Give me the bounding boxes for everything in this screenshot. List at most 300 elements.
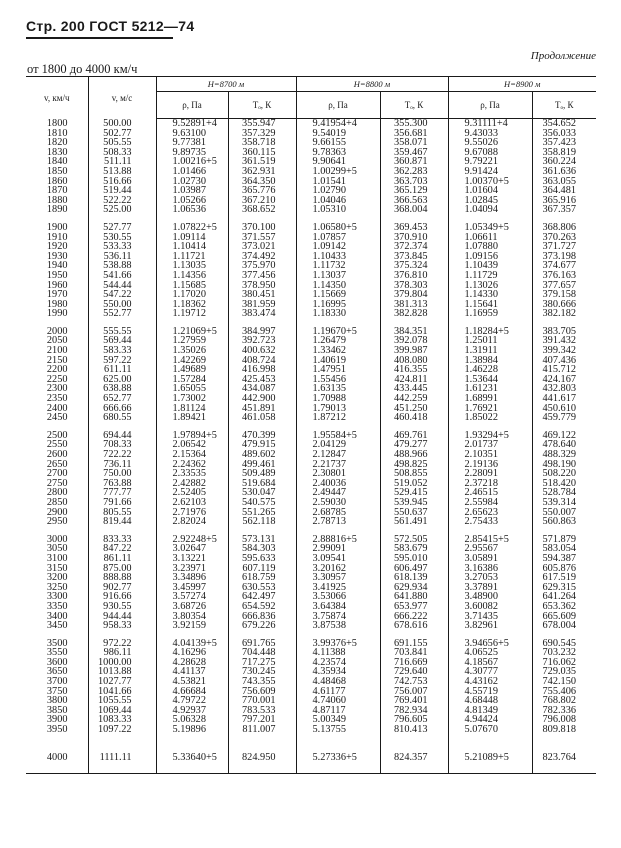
cell-pressure-8700: 1.21069+5: [156, 327, 228, 337]
col-header-pressure: ρ, Па: [296, 92, 380, 119]
cell-v-ms: 555.55: [88, 327, 156, 337]
table-row: [26, 621, 596, 631]
cell-temp-8800: 782.934: [380, 706, 448, 716]
cell-pressure-8700: 4.79722: [156, 696, 228, 706]
cell-temp-8800: 561.491: [380, 517, 448, 527]
cell-temp-8900: 594.387: [532, 554, 596, 564]
cell-v-ms: 902.77: [88, 583, 156, 593]
cell-temp-8900: 368.806: [532, 223, 596, 233]
cell-v-kmh: 2350: [46, 393, 68, 405]
cell-temp-8700: 618.759: [228, 573, 296, 583]
atmosphere-table: [26, 76, 596, 774]
cell-temp-8700: 730.245: [228, 667, 296, 677]
cell-pressure-8900: 1.68991: [448, 394, 532, 404]
cell-pressure-8700: 1.27959: [156, 336, 228, 346]
cell-temp-8800: 376.810: [380, 271, 448, 281]
cell-temp-8700: 479.915: [228, 440, 296, 450]
continuation-label: Продолжение: [530, 50, 596, 62]
cell-pressure-8700: 4.53821: [156, 677, 228, 687]
cell-v-ms: 505.55: [88, 138, 156, 148]
cell-temp-8800: 379.804: [380, 290, 448, 300]
cell-pressure-8900: 2.55984: [448, 498, 532, 508]
cell-pressure-8700: 2.71976: [156, 508, 228, 518]
cell-temp-8900: 469.122: [532, 431, 596, 441]
cell-temp-8900: 629.315: [532, 583, 596, 593]
cell-pressure-8700: 4.16296: [156, 648, 228, 658]
cell-temp-8800: 703.841: [380, 648, 448, 658]
cell-pressure-8800: 1.55456: [296, 375, 380, 385]
cell-v-kmh: 1930: [46, 250, 68, 262]
cell-v-kmh: 1970: [46, 289, 68, 301]
cell-v-kmh: 1960: [46, 279, 68, 291]
cell-temp-8700: 392.723: [228, 336, 296, 346]
cell-temp-8800: 392.078: [380, 336, 448, 346]
table-row: [26, 743, 596, 774]
cell-temp-8900: 459.779: [532, 413, 596, 423]
cell-v-kmh: 2100: [46, 345, 68, 357]
cell-v-ms: 530.55: [88, 233, 156, 243]
cell-pressure-8900: 1.00370+5: [448, 177, 532, 187]
cell-pressure-8900: 3.37891: [448, 583, 532, 593]
cell-v-ms: 552.77: [88, 309, 156, 319]
cell-temp-8700: 470.399: [228, 431, 296, 441]
cell-v-kmh: 2550: [46, 439, 68, 451]
cell-temp-8700: 367.210: [228, 196, 296, 206]
cell-v-ms: 819.44: [88, 517, 156, 527]
cell-v-ms: 930.55: [88, 602, 156, 612]
cell-temp-8700: 797.201: [228, 715, 296, 725]
cell-v-ms: 544.44: [88, 281, 156, 291]
cell-v-ms: 536.11: [88, 252, 156, 262]
cell-pressure-8900: 4.68448: [448, 696, 532, 706]
table-row: [26, 413, 596, 423]
table-row: [26, 517, 596, 527]
cell-temp-8700: 540.575: [228, 498, 296, 508]
cell-v-kmh: 2150: [46, 354, 68, 366]
cell-pressure-8800: 1.10433: [296, 252, 380, 262]
cell-v-kmh: 2300: [46, 383, 68, 395]
cell-temp-8800: 416.355: [380, 365, 448, 375]
cell-temp-8700: 416.998: [228, 365, 296, 375]
col-header-v-kmh: v, км/ч: [26, 77, 88, 119]
cell-pressure-8700: 5.19896: [156, 725, 228, 735]
cell-pressure-8900: 2.19136: [448, 460, 532, 470]
cell-v-kmh: 3950: [46, 724, 68, 736]
cell-pressure-8800: 1.06580+5: [296, 223, 380, 233]
cell-pressure-8800: 1.13037: [296, 271, 380, 281]
cell-v-ms: 916.66: [88, 592, 156, 602]
cell-v-kmh: 3600: [46, 656, 68, 668]
cell-pressure-8800: 9.66155: [296, 138, 380, 148]
cell-temp-8900: 354.652: [532, 119, 596, 129]
cell-v-kmh: 2900: [46, 506, 68, 518]
cell-temp-8900: 363.055: [532, 177, 596, 187]
cell-pressure-8700: 2.33535: [156, 469, 228, 479]
cell-v-kmh: 3900: [46, 714, 68, 726]
cell-pressure-8900: 1.38984: [448, 356, 532, 366]
cell-temp-8800: 742.753: [380, 677, 448, 687]
cell-pressure-8800: 9.54019: [296, 129, 380, 139]
cell-temp-8900: 367.357: [532, 205, 596, 215]
cell-temp-8700: 362.931: [228, 167, 296, 177]
cell-v-ms: 597.22: [88, 356, 156, 366]
cell-pressure-8700: 3.92159: [156, 621, 228, 631]
cell-temp-8700: 783.533: [228, 706, 296, 716]
cell-temp-8700: 425.453: [228, 375, 296, 385]
cell-pressure-8800: 3.64384: [296, 602, 380, 612]
cell-temp-8900: 678.004: [532, 621, 596, 631]
cell-temp-8800: 365.129: [380, 186, 448, 196]
cell-temp-8900: 703.232: [532, 648, 596, 658]
cell-pressure-8900: 3.82961: [448, 621, 532, 631]
cell-temp-8700: 595.633: [228, 554, 296, 564]
cell-v-kmh: 3400: [46, 610, 68, 622]
cell-pressure-8800: 1.63135: [296, 384, 380, 394]
cell-v-ms: 722.22: [88, 450, 156, 460]
cell-pressure-8700: 1.65055: [156, 384, 228, 394]
cell-v-ms: 944.44: [88, 612, 156, 622]
cell-temp-8700: 442.900: [228, 394, 296, 404]
cell-v-ms: 736.11: [88, 460, 156, 470]
cell-pressure-8800: 4.48468: [296, 677, 380, 687]
cell-v-kmh: 3200: [46, 572, 68, 584]
cell-temp-8900: 488.329: [532, 450, 596, 460]
cell-temp-8900: 539.314: [532, 498, 596, 508]
cell-v-ms: 527.77: [88, 223, 156, 233]
cell-v-ms: 511.11: [88, 157, 156, 167]
cell-v-kmh: 1890: [46, 204, 68, 216]
cell-pressure-8900: 4.43162: [448, 677, 532, 687]
cell-temp-8800: 824.357: [380, 743, 448, 774]
cell-v-ms: 500.00: [88, 119, 156, 129]
cell-v-ms: 1000.00: [88, 658, 156, 668]
cell-temp-8700: 451.891: [228, 404, 296, 414]
cell-pressure-8800: 1.79013: [296, 404, 380, 414]
cell-pressure-8700: 4.04139+5: [156, 639, 228, 649]
cell-temp-8700: 509.489: [228, 469, 296, 479]
cell-temp-8800: 372.374: [380, 242, 448, 252]
cell-v-ms: 861.11: [88, 554, 156, 564]
cell-temp-8900: 782.336: [532, 706, 596, 716]
cell-v-kmh: 2000: [46, 325, 68, 337]
cell-temp-8800: 451.250: [380, 404, 448, 414]
cell-pressure-8800: 2.88816+5: [296, 535, 380, 545]
cell-v-kmh: 1850: [46, 165, 68, 177]
cell-v-ms: 888.88: [88, 573, 156, 583]
cell-temp-8800: 375.324: [380, 261, 448, 271]
cell-temp-8800: 356.681: [380, 129, 448, 139]
cell-pressure-8700: 1.73002: [156, 394, 228, 404]
cell-pressure-8900: 1.02845: [448, 196, 532, 206]
table-row: [26, 205, 596, 215]
page-header: Стр. 200 ГОСТ 5212—74: [26, 18, 195, 34]
cell-temp-8900: 583.054: [532, 544, 596, 554]
cell-pressure-8900: 3.94656+5: [448, 639, 532, 649]
cell-v-kmh: 2450: [46, 412, 68, 424]
cell-temp-8900: 432.803: [532, 384, 596, 394]
cell-temp-8700: 519.684: [228, 479, 296, 489]
cell-temp-8800: 362.283: [380, 167, 448, 177]
cell-temp-8700: 364.350: [228, 177, 296, 187]
cell-v-kmh: 3300: [46, 591, 68, 603]
cell-v-ms: 519.44: [88, 186, 156, 196]
cell-temp-8800: 583.679: [380, 544, 448, 554]
cell-pressure-8900: 3.16386: [448, 564, 532, 574]
cell-pressure-8800: 9.78363: [296, 148, 380, 158]
cell-pressure-8700: 1.13035: [156, 261, 228, 271]
cell-v-kmh: 1820: [46, 137, 68, 149]
cell-pressure-8900: 1.18284+5: [448, 327, 532, 337]
cell-temp-8700: 691.765: [228, 639, 296, 649]
cell-pressure-8900: 2.65623: [448, 508, 532, 518]
cell-v-kmh: 3050: [46, 543, 68, 555]
cell-v-ms: 522.22: [88, 196, 156, 206]
cell-pressure-8800: 1.15669: [296, 290, 380, 300]
cell-pressure-8900: 4.94424: [448, 715, 532, 725]
cell-pressure-8800: 2.40036: [296, 479, 380, 489]
cell-v-kmh: 2650: [46, 458, 68, 470]
cell-pressure-8800: 1.87212: [296, 413, 380, 423]
cell-temp-8900: 371.727: [532, 242, 596, 252]
cell-temp-8900: 424.167: [532, 375, 596, 385]
cell-temp-8800: 382.828: [380, 309, 448, 319]
cell-pressure-8800: 2.59030: [296, 498, 380, 508]
col-header-temperature: Tₒ, К: [228, 92, 296, 119]
cell-v-kmh: 1860: [46, 175, 68, 187]
cell-pressure-8700: 2.15364: [156, 450, 228, 460]
cell-v-kmh: 1830: [46, 146, 68, 158]
cell-v-kmh: 1950: [46, 269, 68, 281]
cell-temp-8800: 519.052: [380, 479, 448, 489]
cell-pressure-8800: 2.12847: [296, 450, 380, 460]
cell-pressure-8700: 9.52891+4: [156, 119, 228, 129]
cell-temp-8700: 743.355: [228, 677, 296, 687]
cell-pressure-8800: 2.04129: [296, 440, 380, 450]
cell-temp-8800: 368.004: [380, 205, 448, 215]
cell-temp-8900: 407.436: [532, 356, 596, 366]
cell-temp-8700: 360.115: [228, 148, 296, 158]
cell-pressure-8700: 1.89421: [156, 413, 228, 423]
cell-temp-8900: 665.609: [532, 612, 596, 622]
cell-pressure-8900: 5.07670: [448, 725, 532, 735]
cell-pressure-8800: 4.11388: [296, 648, 380, 658]
cell-pressure-8800: 1.09142: [296, 242, 380, 252]
cell-pressure-8700: 2.06542: [156, 440, 228, 450]
cell-temp-8700: 408.724: [228, 356, 296, 366]
table-row: [26, 309, 596, 319]
cell-v-kmh: 3250: [46, 581, 68, 593]
cell-temp-8700: 573.131: [228, 535, 296, 545]
cell-pressure-8900: 9.43033: [448, 129, 532, 139]
cell-v-kmh: 1920: [46, 241, 68, 253]
cell-temp-8900: 560.863: [532, 517, 596, 527]
cell-pressure-8700: 3.45997: [156, 583, 228, 593]
cell-pressure-8800: 1.18330: [296, 309, 380, 319]
cell-temp-8800: 595.010: [380, 554, 448, 564]
cell-temp-8700: 530.047: [228, 488, 296, 498]
cell-pressure-8900: 9.31111+4: [448, 119, 532, 129]
cell-v-ms: 986.11: [88, 648, 156, 658]
cell-v-kmh: 2500: [46, 429, 68, 441]
cell-temp-8700: 373.021: [228, 242, 296, 252]
cell-pressure-8700: 4.66684: [156, 687, 228, 697]
cell-temp-8700: 375.970: [228, 261, 296, 271]
cell-temp-8800: 529.415: [380, 488, 448, 498]
cell-temp-8800: 370.910: [380, 233, 448, 243]
cell-pressure-8900: 9.79221: [448, 157, 532, 167]
cell-v-kmh: 4000: [26, 743, 88, 774]
cell-temp-8900: 809.818: [532, 725, 596, 735]
cell-pressure-8900: 2.46515: [448, 488, 532, 498]
cell-pressure-8700: 2.24362: [156, 460, 228, 470]
cell-pressure-8800: 1.00299+5: [296, 167, 380, 177]
cell-pressure-8800: 3.75874: [296, 612, 380, 622]
cell-temp-8900: 653.362: [532, 602, 596, 612]
cell-pressure-8700: 2.42882: [156, 479, 228, 489]
cell-pressure-8900: 2.28091: [448, 469, 532, 479]
cell-pressure-8700: 1.03987: [156, 186, 228, 196]
cell-pressure-8800: 4.87117: [296, 706, 380, 716]
cell-temp-8700: 679.226: [228, 621, 296, 631]
cell-v-ms: 805.55: [88, 508, 156, 518]
cell-temp-8800: 716.669: [380, 658, 448, 668]
cell-temp-8700: 704.448: [228, 648, 296, 658]
cell-v-ms: 750.00: [88, 469, 156, 479]
cell-temp-8800: 539.945: [380, 498, 448, 508]
cell-pressure-8900: 1.16959: [448, 309, 532, 319]
cell-temp-8800: 678.616: [380, 621, 448, 631]
cell-temp-8800: 488.966: [380, 450, 448, 460]
cell-temp-8800: 358.071: [380, 138, 448, 148]
cell-pressure-8900: 4.81349: [448, 706, 532, 716]
cell-v-ms: 502.77: [88, 129, 156, 139]
cell-pressure-8800: 5.13755: [296, 725, 380, 735]
cell-temp-8900: 690.545: [532, 639, 596, 649]
cell-temp-8800: 381.313: [380, 300, 448, 310]
cell-pressure-8700: 2.62103: [156, 498, 228, 508]
cell-temp-8900: 365.916: [532, 196, 596, 206]
cell-temp-8700: 377.456: [228, 271, 296, 281]
cell-pressure-8800: 1.01541: [296, 177, 380, 187]
cell-temp-8900: 508.220: [532, 469, 596, 479]
cell-v-ms: 625.00: [88, 375, 156, 385]
cell-temp-8700: 461.058: [228, 413, 296, 423]
col-header-v-ms: v, м/с: [88, 77, 156, 119]
cell-pressure-8700: 5.33640+5: [156, 743, 228, 774]
cell-pressure-8700: 3.80354: [156, 612, 228, 622]
cell-pressure-8900: 4.55719: [448, 687, 532, 697]
group-header-8900: H=8900 м: [448, 77, 596, 92]
cell-v-kmh: 3000: [46, 533, 68, 545]
cell-v-kmh: 1980: [46, 298, 68, 310]
cell-pressure-8700: 9.77381: [156, 138, 228, 148]
cell-pressure-8800: 1.26479: [296, 336, 380, 346]
cell-temp-8700: 562.118: [228, 517, 296, 527]
cell-pressure-8800: 2.99091: [296, 544, 380, 554]
cell-pressure-8800: 9.41954+4: [296, 119, 380, 129]
cell-temp-8800: 653.977: [380, 602, 448, 612]
cell-pressure-8800: 1.70988: [296, 394, 380, 404]
cell-v-kmh: 3150: [46, 562, 68, 574]
cell-pressure-8700: 3.13221: [156, 554, 228, 564]
cell-pressure-8700: 3.34896: [156, 573, 228, 583]
cell-v-kmh: 1990: [46, 308, 68, 320]
cell-temp-8900: 641.264: [532, 592, 596, 602]
cell-v-kmh: 2850: [46, 496, 68, 508]
cell-pressure-8700: 9.63100: [156, 129, 228, 139]
cell-pressure-8900: 9.91424: [448, 167, 532, 177]
cell-pressure-8700: 1.10414: [156, 242, 228, 252]
cell-temp-8900: 528.784: [532, 488, 596, 498]
cell-pressure-8700: 2.82024: [156, 517, 228, 527]
cell-v-ms: 547.22: [88, 290, 156, 300]
cell-v-kmh: 3700: [46, 676, 68, 688]
cell-temp-8700: 811.007: [228, 725, 296, 735]
cell-temp-8800: 442.259: [380, 394, 448, 404]
cell-pressure-8700: 1.06536: [156, 205, 228, 215]
group-header-8800: H=8800 м: [296, 77, 448, 92]
cell-pressure-8700: 1.00216+5: [156, 157, 228, 167]
cell-temp-8800: 360.871: [380, 157, 448, 167]
cell-temp-8700: 489.602: [228, 450, 296, 460]
cell-temp-8900: 373.198: [532, 252, 596, 262]
cell-pressure-8700: 9.89735: [156, 148, 228, 158]
cell-v-kmh: 3450: [46, 620, 68, 632]
cell-pressure-8700: 1.17020: [156, 290, 228, 300]
cell-pressure-8700: 1.18362: [156, 300, 228, 310]
cell-pressure-8700: 3.23971: [156, 564, 228, 574]
cell-pressure-8800: 1.05310: [296, 205, 380, 215]
cell-temp-8900: 478.640: [532, 440, 596, 450]
cell-pressure-8700: 4.41137: [156, 667, 228, 677]
cell-temp-8700: 357.329: [228, 129, 296, 139]
cell-temp-8700: 371.557: [228, 233, 296, 243]
cell-pressure-8800: 1.11732: [296, 261, 380, 271]
cell-v-kmh: 2700: [46, 468, 68, 480]
cell-temp-8800: 769.401: [380, 696, 448, 706]
cell-v-ms: 569.44: [88, 336, 156, 346]
cell-v-ms: 875.00: [88, 564, 156, 574]
cell-pressure-8700: 1.01466: [156, 167, 228, 177]
cell-v-kmh: 2600: [46, 449, 68, 460]
cell-temp-8900: 716.062: [532, 658, 596, 668]
cell-pressure-8900: 9.67088: [448, 148, 532, 158]
cell-temp-8800: 691.155: [380, 639, 448, 649]
cell-temp-8900: 796.008: [532, 715, 596, 725]
cell-temp-8900: 361.636: [532, 167, 596, 177]
cell-pressure-8700: 3.57274: [156, 592, 228, 602]
cell-pressure-8900: 2.95567: [448, 544, 532, 554]
cell-temp-8700: 630.553: [228, 583, 296, 593]
cell-pressure-8900: 1.09156: [448, 252, 532, 262]
cell-v-ms: 550.00: [88, 300, 156, 310]
cell-temp-8700: 654.592: [228, 602, 296, 612]
cell-pressure-8800: 3.87538: [296, 621, 380, 631]
cell-temp-8700: 756.609: [228, 687, 296, 697]
cell-temp-8700: 551.265: [228, 508, 296, 518]
cell-pressure-8800: 2.78713: [296, 517, 380, 527]
cell-pressure-8900: 1.53644: [448, 375, 532, 385]
cell-temp-8900: 415.712: [532, 365, 596, 375]
cell-temp-8800: 366.563: [380, 196, 448, 206]
cell-v-kmh: 2200: [46, 364, 68, 376]
cell-v-ms: 1027.77: [88, 677, 156, 687]
cell-temp-8700: 770.001: [228, 696, 296, 706]
cell-pressure-8700: 1.35026: [156, 346, 228, 356]
cell-v-kmh: 1910: [46, 231, 68, 243]
cell-v-ms: 791.66: [88, 498, 156, 508]
cell-pressure-8800: 3.09541: [296, 554, 380, 564]
